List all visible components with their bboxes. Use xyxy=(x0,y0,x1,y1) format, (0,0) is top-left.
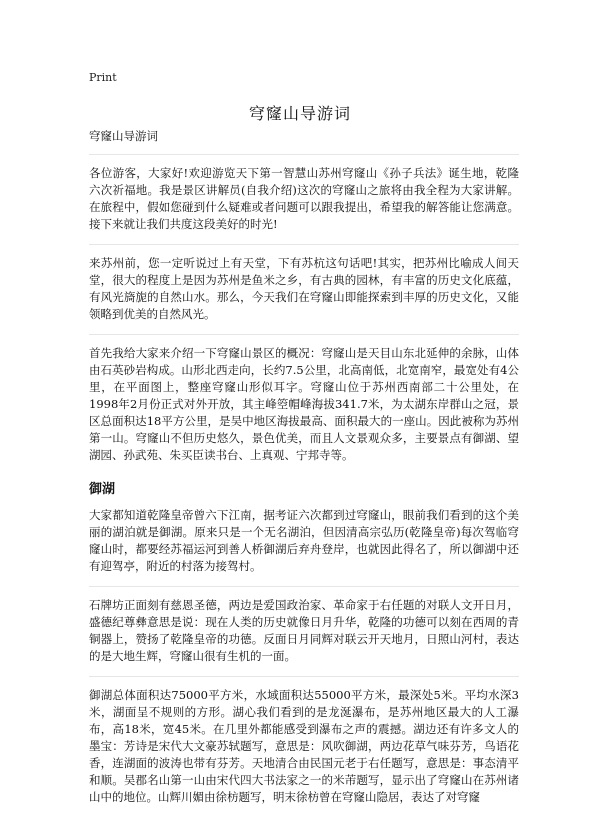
divider xyxy=(89,244,519,245)
document-body xyxy=(89,128,519,817)
divider xyxy=(89,586,519,587)
divider xyxy=(89,154,519,155)
page-title: 穹窿山导游词 xyxy=(248,104,351,123)
paragraph-yuhu-details: 御湖总体面积达75000平方米，水域面积达55000平方米，最深处5米。平均水深3米，湖面呈不规则的方形。湖心我们看到的是龙涎瀑布，是苏州地区最大的人工瀑布，高18米，宽45米。在几里外都能感受到瀑布之声的震撼。湖边还有许多文人的墨宝：芳诗是宋代大文豪苏轼题写，意思是：风吹御湖，两边花草气味芬芳，鸟语花香，连湖面的波涛也带有芬芳。天地清合由民国元老于右任题写，意思是：事态清平和顺。吴郡名山第一山由宋代四大书法家之一的米芾题写，显示出了穹窿山在苏州诸山中的地位。山辉川媚由徐枋题写，明末徐枋曾在穹窿山隐居，表达了对穹窿 xyxy=(89,688,519,804)
paragraph-greeting: 各位游客，大家好!欢迎游览天下第一智慧山苏州穹窿山《孙子兵法》诞生地，乾隆六次祈福地。我是景区讲解员(自我介绍)这次的穹窿山之旅将由我全程为大家讲解。在旅程中，假如您碰到什么疑难或者问题可以跟我提出，希望我的解答能让您满意。接下来就让我们共度这段美好的时光! xyxy=(89,166,519,231)
paragraph-stone-archway: 石牌坊正面刻有慈恩圣德，两边是爱国政治家、革命家于右任题的对联人文开日月，盛德纪尊彝意思是说：现在人类的历史就像日月升华，乾隆的功德可以刻在西周的青铜器上，赞扬了乾隆皇帝的功德。反面日月同辉对联云开天地月，日照山河村，表达的是大地生辉，穹窿山很有生机的一面。 xyxy=(89,598,519,663)
section-heading-yuhu: 御湖 xyxy=(89,482,116,497)
divider xyxy=(89,676,519,677)
divider xyxy=(89,334,519,335)
paragraph-yuhu-origin: 大家都知道乾隆皇帝曾六下江南，据考证六次都到过穹窿山，眼前我们看到的这个美丽的湖泊就是御湖。原来只是一个无名湖泊，但因清高宗弘历(乾隆皇帝)每次驾临穹窿山时，都要经苏福运河到善人桥御湖后弃舟登岸，也就因此得名了，所以御湖中还有迎驾亭，附近的村落为接驾村。 xyxy=(89,508,519,573)
document-subtitle: 穹窿山导游词 xyxy=(89,129,158,143)
paragraph-overview: 首先我给大家来介绍一下穹窿山景区的概况：穹窿山是天目山东北延伸的余脉，山体由石英砂岩构成。山形北西走向，长约7.5公里，北高南低，北宽南窄，最宽处有4公里，在平面图上，整座穹窿山形似耳字。穹窿山位于苏州西南部二十公里处，在1998年2月份正式对外开放，其主峰箜帽峰海拔341.7米，为太湖东岸群山之冠，景区总面积达18平方公里，是吴中地区海拔最高、面积最大的一座山。因此被称为苏州第一山。穹窿山不但历史悠久，景色优美，而且人文景观众多，主要景点有御湖、望湖园、孙武苑、朱买臣读书台、上真观、宁邦寺等。 xyxy=(89,346,519,462)
print-label[interactable]: Print xyxy=(89,71,117,84)
paragraph-suzhou: 来苏州前，您一定听说过上有天堂，下有苏杭这句话吧!其实，把苏州比喻成人间天堂，很大的程度上是因为苏州是鱼米之乡，有古典的园林，有丰富的历史文化底蕴，有风光旖旎的自然山水。那么，今天我们在穹窿山即能探索到丰厚的历史文化，又能领略到优美的自然风光。 xyxy=(89,256,519,321)
